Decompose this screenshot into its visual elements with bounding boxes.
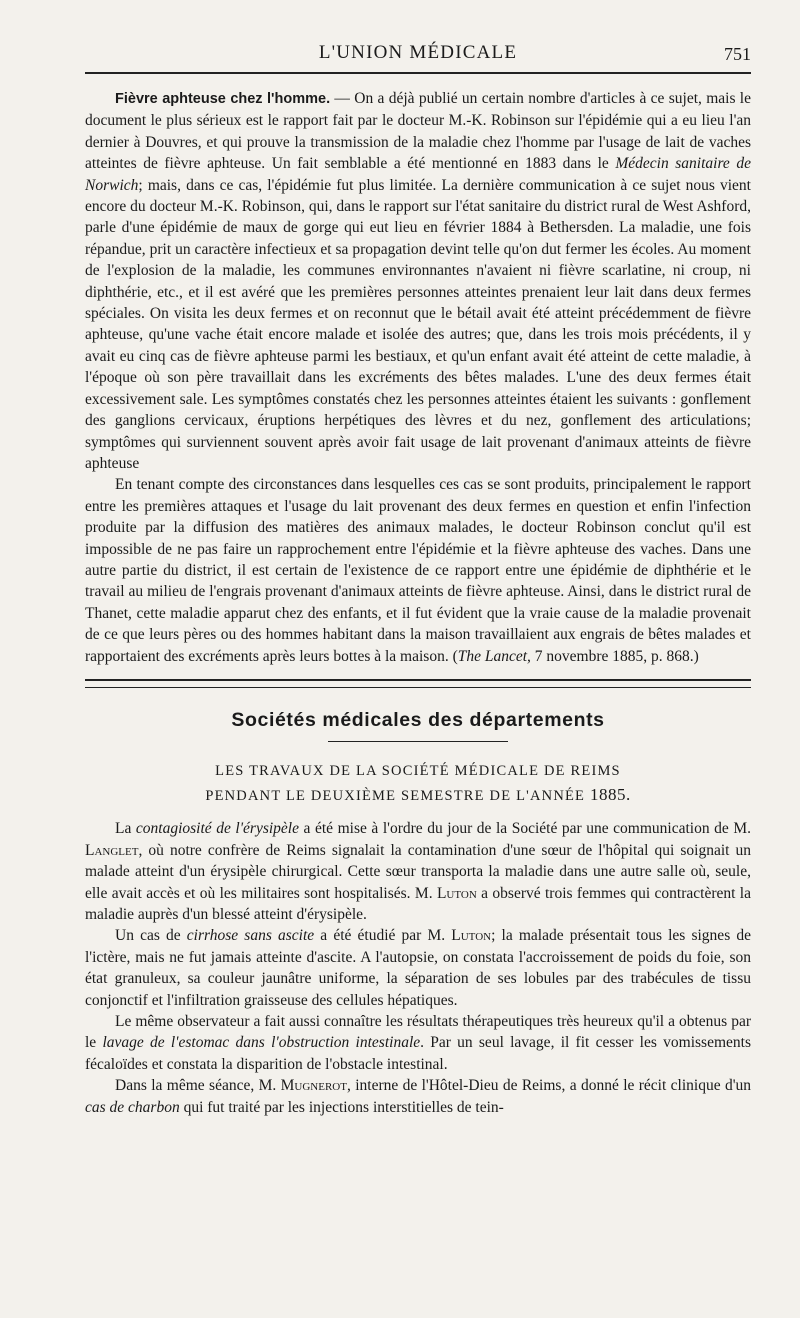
section-subhead bbox=[85, 760, 751, 808]
text-run: . Par un seul lavage, il fit cesser les vomissements fécaloïdes et constata la disparition de l'obstacle intestinal. bbox=[85, 1034, 751, 1073]
text-run: Un cas de bbox=[115, 927, 187, 945]
subhead-line: LES TRAVAUX DE LA SOCIÉTÉ MÉDICALE DE REIMS bbox=[215, 763, 621, 780]
text-run: a observé trois femmes qui contractèrent la maladie auprès d'un blessé atteint d'érysipèle. bbox=[85, 884, 751, 923]
text-run: ; la malade présentait tous les signes de l'ictère, mais ne fut jamais atteinte d'ascite. A l'autopsie, on constata l'accroissement de poids du foie, son état granuleux, sa couleur jaunâtre uniforme, la séparation de ses lobules par des trabécules de tissu conjonctif et l'infiltration graisseuse des cellules hépatiques. bbox=[85, 927, 751, 1009]
source-citation: The Lancet, bbox=[457, 647, 531, 665]
topic-term: lavage de l'estomac dans l'obstruction intestinale bbox=[102, 1034, 421, 1052]
report-paragraph bbox=[85, 818, 751, 925]
topic-term: contagiosité de l'érysipèle bbox=[135, 820, 299, 838]
section-divider bbox=[85, 679, 751, 688]
text-run: En tenant compte des circonstances dans lesquelles ces cas se sont produits, principalement le rapport entre les premières attaques et l'usage du lait provenant des deux fermes en question et enfin l'infection produite par la diffusion des matières des animaux malades, le docteur Robinson conclut qu'il est impossible de ne pas faire un rapprochement entre l'épidémie et la fièvre aphteuse des vaches. Dans une autre partie du district, il est certain de l'existence de ce rapport entre une épidémie de diphthérie et le travail au milieu de l'engrais provenant d'animaux atteints de fièvre aphteuse. Ainsi, dans le district rural de Thanet, cette maladie apparut chez des enfants, et il fut évident que la vraie cause de la maladie provenait de ce que leurs pères ou des hommes habitant dans la maison travaillaient aux engrais de bêtes malades et rapportaient des excréments après leurs bottes à la maison. ( bbox=[85, 476, 751, 665]
text-run: , interne de l'Hôtel-Dieu de Reims, a donné le récit clinique d'un bbox=[346, 1077, 752, 1095]
article-paragraph bbox=[85, 474, 751, 667]
source-citation: Médecin sanitaire de Norwich bbox=[85, 155, 751, 194]
text-run: , où notre confrère de Reims signalait la contamination d'une sœur de l'hôpital qui soignait un malade atteint d'un érysipèle chirurgical. Cette sœur transporta la maladie dans une autre salle où, seule, elle avait accès et où les militaires sont hospitalisés. M. bbox=[85, 841, 751, 902]
article-title: Fièvre aphteuse chez l'homme. bbox=[115, 91, 331, 107]
header-rule bbox=[85, 72, 751, 74]
text-run: a été mise à l'ordre du jour de la Société par une communication de M. bbox=[298, 820, 751, 838]
text-column bbox=[85, 88, 751, 1118]
author-name: Langlet bbox=[85, 841, 139, 859]
topic-term: cirrhose sans ascite bbox=[186, 927, 315, 945]
page-number: 751 bbox=[724, 44, 751, 64]
author-name: Luton bbox=[451, 927, 492, 945]
report-paragraph bbox=[85, 1011, 751, 1075]
text-run: Dans la même séance, M. bbox=[115, 1077, 281, 1095]
report-paragraph bbox=[85, 1075, 751, 1118]
author-name: Mugnerot bbox=[280, 1077, 347, 1095]
subhead-line bbox=[85, 783, 751, 808]
subhead-text: PENDANT LE DEUXIÈME SEMESTRE DE L'ANNÉE bbox=[205, 788, 590, 805]
text-run: ; mais, dans ce cas, l'épidémie fut plus limitée. La dernière communication à ce sujet nous vient encore du docteur M.-K. Robinson, qui, dans le rapport sur l'état sanitaire du district rural de West Ashford, parle d'une épidémie de maux de gorge qui eut lieu en février 1884 à Bethersden. La maladie, une fois répandue, prit un caractère infectieux et sa propagation devint telle qu'on dut fermer les écoles. Au moment de l'explosion de la maladie, les communes environnantes n'avaient ni fièvre scarlatine, ni croup, ni diphthérie, etc., et il est avéré que les premières personnes atteintes prenaient leur lait dans deux fermes spéciales. On visita les deux fermes et on reconnut que le bétail avait été atteint précédemment de fièvre aphteuse, qu'une vache était encore malade et isolée des autres; que, dans les trois mois précédents, il y avait eu cinq cas de fièvre aphteuse parmi les bestiaux, et qu'un enfant avait été atteint de cette maladie, à l'époque où son père travaillait dans les excréments des bêtes malades. L'une des deux fermes était excessivement sale. Les symptômes constatés chez les personnes atteintes étaient les suivants : gonflement des ganglions cervicaux, éruptions herpétiques des lèvres et du nez, gonflement des articulations; symptômes qui surviennent souvent après avoir fait usage de lait provenant d'animaux atteints de fièvre aphteuse bbox=[85, 176, 751, 472]
article-paragraph bbox=[85, 88, 751, 474]
text-run: a été étudié par M. bbox=[314, 927, 452, 945]
subhead-year: 1885. bbox=[589, 785, 631, 805]
text-run: qui fut traité par les injections interstitielles de tein- bbox=[179, 1098, 504, 1116]
report-paragraph bbox=[85, 925, 751, 1011]
section-title: Sociétés médicales des départements bbox=[231, 708, 605, 731]
text-run: Le même observateur a fait aussi connaître les résultats thérapeutiques très heureux qu'il a obtenus par le bbox=[85, 1013, 751, 1052]
author-name: Luton bbox=[436, 884, 477, 902]
text-run: La bbox=[115, 820, 136, 838]
text-run: — On a déjà publié un certain nombre d'articles à ce sujet, mais le document le plus sérieux est le rapport fait par le docteur M.-K. Robinson sur l'épidémie qui a eu lieu l'an dernier à Douvres, et qui prouve la transmission de la maladie chez l'homme par l'usage de lait de vaches atteintes de fièvre aphteuse. Un fait semblable a été mentionné en 1883 dans le bbox=[85, 90, 751, 173]
topic-term: cas de charbon bbox=[85, 1098, 180, 1116]
text-run: 7 novembre 1885, p. 868.) bbox=[530, 647, 699, 665]
title-underline bbox=[328, 741, 508, 742]
running-head bbox=[85, 36, 751, 66]
journal-title: L'UNION MÉDICALE bbox=[318, 42, 518, 63]
